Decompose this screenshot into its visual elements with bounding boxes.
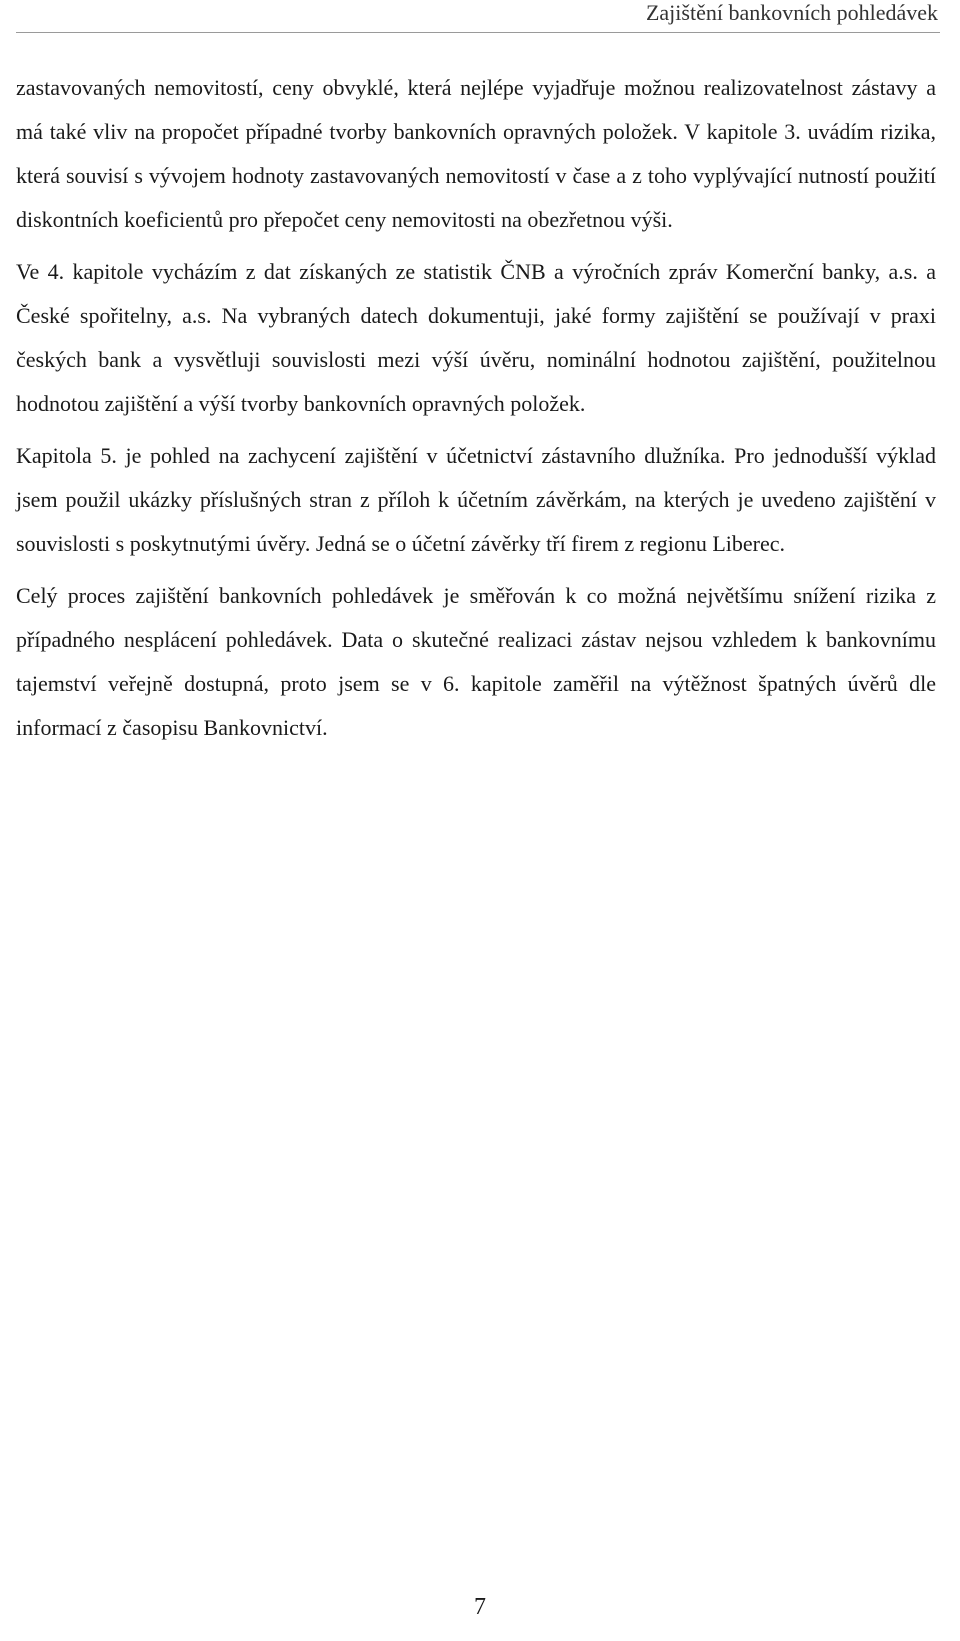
paragraph-chapter-5: Kapitola 5. je pohled na zachycení zajištění v účetnictví zástavního dlužníka. Pro jednodušší výklad jsem použil ukázky příslušných stran z příloh k účetním závěrkám, na kterých je uvedeno zajištění v souvislosti s poskytnutými úvěry. Jedná se o účetní závěrky tří firem z regionu Liberec. <box>16 443 936 556</box>
paragraph-intro-continuation: zastavovaných nemovitostí, ceny obvyklé, která nejlépe vyjadřuje možnou realizovatelnost zástavy a má také vliv na propočet případné tvorby bankovních opravných položek. V kapitole 3. uvádím rizika, která souvisí s vývojem hodnoty zastavovaných nemovitostí v čase a z toho vyplývající nutností použití diskontních koeficientů pro přepočet ceny nemovitosti na obezřetnou výši. <box>16 75 936 232</box>
paragraph-chapter-6: Celý proces zajištění bankovních pohledávek je směřován k co možná největšímu snížení rizika z případného nesplácení pohledávek. Data o skutečné realizaci zástav nejsou vzhledem k bankovnímu tajemství veřejně dostupná, proto jsem se v 6. kapitole zaměřil na výtěžnost špatných úvěrů dle informací z časopisu Bankovnictví. <box>16 583 936 740</box>
paragraph-chapter-4: Ve 4. kapitole vycházím z dat získaných ze statistik ČNB a výročních zpráv Komerční banky, a.s. a České spořitelny, a.s. Na vybraných datech dokumentuji, jaké formy zajištění se používají v praxi českých bank a vysvětluji souvislosti mezi výší úvěru, nominální hodnotou zajištění, použitelnou hodnotou zajištění a výší tvorby bankovních opravných položek. <box>16 259 936 416</box>
page-number: 7 <box>474 1594 486 1620</box>
body-text <box>16 66 936 758</box>
header-title: Zajištění bankovních pohledávek <box>645 0 938 25</box>
running-header <box>16 0 940 33</box>
